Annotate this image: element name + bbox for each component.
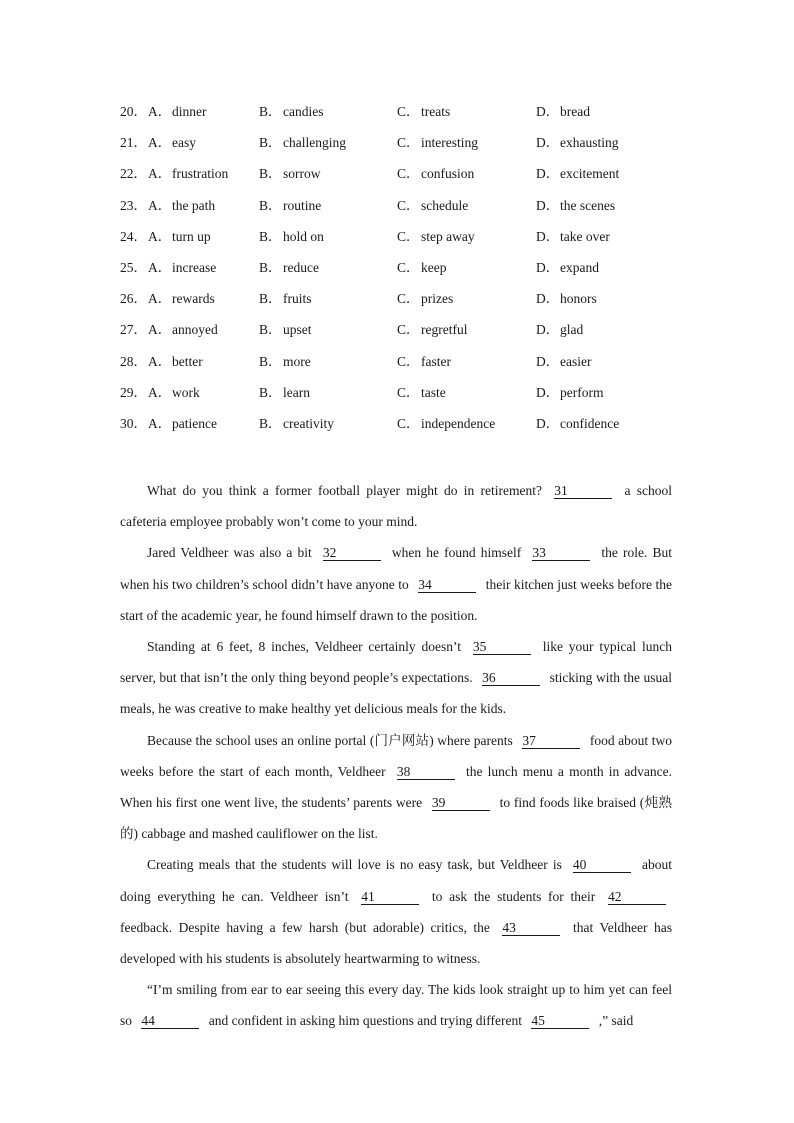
option-text: prizes xyxy=(421,291,454,307)
passage-text: feedback. Despite having a few harsh (but adorable) critics, the xyxy=(120,919,497,935)
option-letter: B． xyxy=(259,259,282,275)
option-text: step away xyxy=(421,228,475,244)
option-c xyxy=(397,196,468,216)
option-a xyxy=(148,133,196,153)
answer-blank: 41 xyxy=(361,889,419,905)
option-b xyxy=(259,352,311,372)
option-text: confusion xyxy=(421,166,475,182)
passage-text: like your typical lunch server, but that isn’t the only thing beyond people’s expectations. xyxy=(120,639,672,686)
option-letter: A． xyxy=(148,384,172,400)
option-a xyxy=(148,320,218,340)
answer-blank: 34 xyxy=(418,577,476,593)
option-d xyxy=(536,352,591,372)
passage-text: the role. But when his two children’s school didn’t have anyone to xyxy=(120,545,672,592)
option-letter: B． xyxy=(259,166,282,182)
passage-text: Jared Veldheer was also a bit xyxy=(147,545,317,561)
option-letter: C． xyxy=(397,135,420,151)
option-text: independence xyxy=(421,415,496,431)
option-row xyxy=(120,133,680,164)
option-letter: A． xyxy=(148,415,172,431)
option-a xyxy=(148,258,216,278)
answer-blank: 37 xyxy=(522,733,580,749)
option-text: frustration xyxy=(172,166,229,182)
option-b xyxy=(259,227,324,247)
question-number: 26． xyxy=(120,291,147,307)
option-letter: D． xyxy=(536,384,560,400)
option-d xyxy=(536,383,603,403)
option-row xyxy=(120,196,680,227)
option-row xyxy=(120,227,680,258)
option-letter: D． xyxy=(536,228,560,244)
option-text: upset xyxy=(283,322,312,338)
option-text: learn xyxy=(283,384,310,400)
option-text: keep xyxy=(421,259,447,275)
option-letter: C． xyxy=(397,259,420,275)
option-letter: D． xyxy=(536,135,560,151)
passage-paragraph xyxy=(120,725,672,850)
answer-blank: 45 xyxy=(531,1013,589,1029)
option-c xyxy=(397,164,474,184)
question-number: 24． xyxy=(120,228,147,244)
option-letter: D． xyxy=(536,166,560,182)
option-text: rewards xyxy=(172,291,215,307)
option-letter: C． xyxy=(397,384,420,400)
option-text: exhausting xyxy=(560,135,619,151)
option-text: easier xyxy=(560,353,592,369)
option-row xyxy=(120,258,680,289)
option-letter: B． xyxy=(259,104,282,119)
option-d xyxy=(536,102,590,122)
option-text: routine xyxy=(283,197,322,213)
option-letter: B． xyxy=(259,197,282,213)
option-letter: C． xyxy=(397,104,420,119)
option-text: faster xyxy=(421,353,451,369)
passage-text: to find foods like braised (炖熟的) cabbage and mashed cauliflower on the list. xyxy=(120,795,672,842)
passage-text: Creating meals that the students will love is no easy task, but Veldheer is xyxy=(147,857,567,873)
option-row xyxy=(120,414,680,445)
option-text: creativity xyxy=(283,415,334,431)
passage-text: ,” said xyxy=(595,1013,634,1029)
option-letter: C． xyxy=(397,322,420,338)
option-text: patience xyxy=(172,415,217,431)
option-c xyxy=(397,102,450,122)
option-letter: B． xyxy=(259,415,282,431)
option-row xyxy=(120,320,680,351)
passage-text: when he found himself xyxy=(386,545,527,561)
option-a xyxy=(148,352,203,372)
option-letter: A． xyxy=(148,104,172,119)
answer-blank: 31 xyxy=(554,483,612,499)
option-text: more xyxy=(283,353,311,369)
passage-text: that Veldheer has developed with his students is absolutely heartwarming to witness. xyxy=(120,919,672,967)
option-d xyxy=(536,196,615,216)
passage-text: sticking with the usual meals, he was creative to make healthy yet delicious meals for the kids. xyxy=(120,670,672,717)
answer-blank: 39 xyxy=(432,795,490,811)
cloze-passage xyxy=(120,475,672,1037)
answer-blank: 40 xyxy=(573,857,631,873)
option-a xyxy=(148,227,211,247)
option-text: interesting xyxy=(421,135,478,151)
question-number: 22． xyxy=(120,166,147,182)
option-text: excitement xyxy=(560,166,620,182)
option-text: sorrow xyxy=(283,166,321,182)
option-letter: A． xyxy=(148,166,172,182)
option-letter: D． xyxy=(536,353,560,369)
option-row xyxy=(120,102,680,133)
option-letter: A． xyxy=(148,291,172,307)
option-letter: A． xyxy=(148,259,172,275)
answer-blank: 43 xyxy=(502,920,560,936)
option-d xyxy=(536,258,599,278)
option-text: easy xyxy=(172,135,196,151)
option-letter: C． xyxy=(397,228,420,244)
passage-text: about doing everything he can. Veldheer isn’t xyxy=(120,857,672,904)
passage-text: “I’m smiling from ear to ear seeing this every day. The kids look straight up to him yet can feel so xyxy=(120,982,672,1029)
option-b xyxy=(259,320,312,340)
option-b xyxy=(259,102,323,122)
option-letter: A． xyxy=(148,197,172,213)
option-c xyxy=(397,320,467,340)
option-c xyxy=(397,352,451,372)
option-a xyxy=(148,414,217,434)
option-letter: D． xyxy=(536,104,560,119)
option-b xyxy=(259,133,346,153)
option-a xyxy=(148,102,207,122)
option-text: perform xyxy=(560,384,604,400)
option-text: taste xyxy=(421,384,446,400)
passage-text: food about two weeks before the start of each month, Veldheer xyxy=(120,732,672,779)
option-a xyxy=(148,383,200,403)
answer-blank: 44 xyxy=(141,1013,199,1029)
option-b xyxy=(259,258,319,278)
option-letter: C． xyxy=(397,415,420,431)
question-number: 20． xyxy=(120,104,147,119)
option-letter: B． xyxy=(259,353,282,369)
option-text: schedule xyxy=(421,197,469,213)
passage-paragraph xyxy=(120,537,672,631)
option-text: better xyxy=(172,353,203,369)
option-a xyxy=(148,196,215,216)
option-c xyxy=(397,289,453,309)
passage-paragraph xyxy=(120,475,672,537)
option-text: honors xyxy=(560,291,597,307)
answer-blank: 35 xyxy=(473,639,531,655)
option-b xyxy=(259,196,321,216)
option-letter: A． xyxy=(148,135,172,151)
option-text: candies xyxy=(283,104,324,119)
option-letter: C． xyxy=(397,353,420,369)
option-row xyxy=(120,352,680,383)
option-text: treats xyxy=(421,104,451,119)
option-text: annoyed xyxy=(172,322,218,338)
option-letter: A． xyxy=(148,353,172,369)
option-d xyxy=(536,289,597,309)
passage-paragraph xyxy=(120,974,672,1036)
option-text: regretful xyxy=(421,322,468,338)
option-c xyxy=(397,383,446,403)
passage-text: a school cafeteria employee probably won’t come to your mind. xyxy=(120,483,672,530)
option-letter: C． xyxy=(397,197,420,213)
option-text: fruits xyxy=(283,291,312,307)
option-letter: D． xyxy=(536,322,560,338)
answer-blank: 38 xyxy=(397,764,455,780)
option-a xyxy=(148,289,215,309)
option-text: hold on xyxy=(283,228,324,244)
passage-text: Standing at 6 feet, 8 inches, Veldheer certainly doesn’t xyxy=(147,639,467,655)
answer-blank: 36 xyxy=(482,670,540,686)
answer-blank: 33 xyxy=(532,545,590,561)
option-d xyxy=(536,414,619,434)
passage-text: their kitchen just weeks before the start of the academic year, he found himself drawn to the position. xyxy=(120,576,672,623)
option-text: take over xyxy=(560,228,610,244)
option-d xyxy=(536,320,583,340)
option-row xyxy=(120,383,680,414)
option-b xyxy=(259,414,334,434)
option-text: glad xyxy=(560,322,584,338)
option-row xyxy=(120,289,680,320)
option-c xyxy=(397,133,478,153)
option-letter: D． xyxy=(536,259,560,275)
option-letter: D． xyxy=(536,415,560,431)
option-letter: D． xyxy=(536,291,560,307)
option-d xyxy=(536,164,619,184)
option-letter: C． xyxy=(397,166,420,182)
option-text: confidence xyxy=(560,415,620,431)
question-number: 23． xyxy=(120,197,147,213)
option-text: the path xyxy=(172,197,216,213)
option-c xyxy=(397,258,446,278)
question-number: 25． xyxy=(120,259,147,275)
passage-text: and confident in asking him questions and trying different xyxy=(205,1013,526,1029)
option-letter: D． xyxy=(536,197,560,213)
answer-blank: 42 xyxy=(608,889,666,905)
option-row xyxy=(120,164,680,195)
option-b xyxy=(259,383,310,403)
option-text: reduce xyxy=(283,259,319,275)
question-number: 29． xyxy=(120,384,147,400)
passage-text: What do you think a former football player might do in retirement? xyxy=(147,483,549,498)
option-c xyxy=(397,414,495,434)
option-letter: B． xyxy=(259,322,282,338)
option-letter: B． xyxy=(259,135,282,151)
option-a xyxy=(148,164,228,184)
passage-text: Because the school uses an online portal (门户网站) where parents xyxy=(147,732,517,748)
answer-options-table xyxy=(120,102,680,445)
option-b xyxy=(259,164,321,184)
question-number: 30． xyxy=(120,415,147,431)
option-letter: B． xyxy=(259,384,282,400)
option-c xyxy=(397,227,475,247)
option-d xyxy=(536,227,610,247)
question-number: 27． xyxy=(120,322,147,338)
option-d xyxy=(536,133,619,153)
passage-text: to ask the students for their xyxy=(425,888,602,904)
option-text: turn up xyxy=(172,228,211,244)
option-b xyxy=(259,289,312,309)
option-letter: A． xyxy=(148,228,172,244)
option-letter: B． xyxy=(259,228,282,244)
question-number: 21． xyxy=(120,135,147,151)
passage-paragraph xyxy=(120,631,672,725)
option-text: dinner xyxy=(172,104,207,119)
option-text: expand xyxy=(560,259,599,275)
option-letter: A． xyxy=(148,322,172,338)
option-text: increase xyxy=(172,259,217,275)
option-letter: B． xyxy=(259,291,282,307)
passage-paragraph xyxy=(120,849,672,974)
option-text: bread xyxy=(560,104,590,119)
passage-text: the lunch menu a month in advance. When his first one went live, the students’ parents were xyxy=(120,763,672,811)
question-number: 28． xyxy=(120,353,147,369)
option-text: work xyxy=(172,384,200,400)
answer-blank: 32 xyxy=(323,545,381,561)
option-text: the scenes xyxy=(560,197,616,213)
option-letter: C． xyxy=(397,291,420,307)
option-text: challenging xyxy=(283,135,346,151)
